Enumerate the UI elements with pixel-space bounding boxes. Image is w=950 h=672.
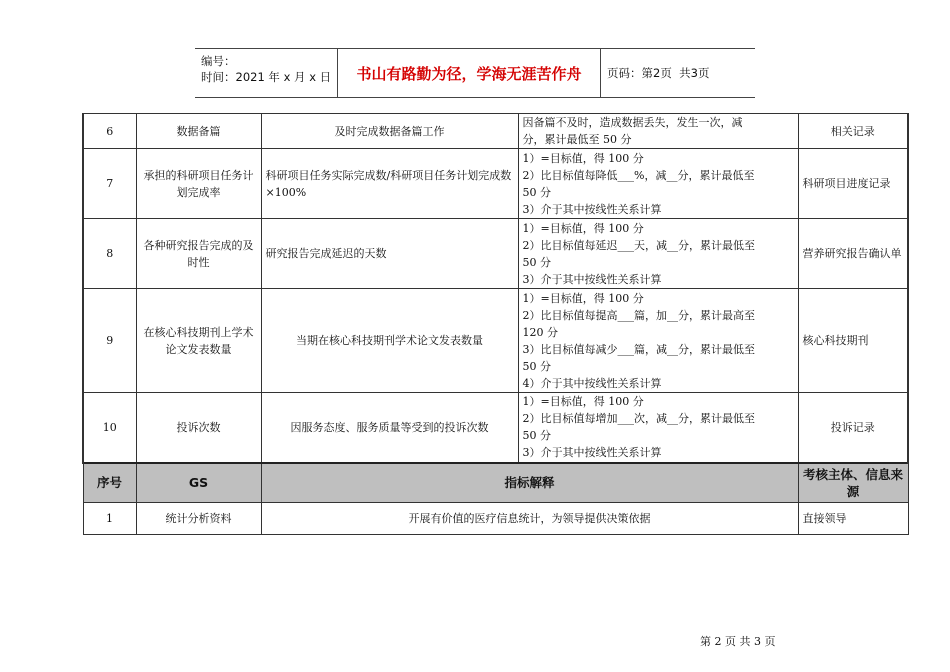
scoring-line: 50 分 (522, 359, 551, 373)
row-number: 6 (83, 114, 136, 149)
row-number: 8 (83, 219, 136, 289)
gs-explain: 开展有价值的医疗信息统计，为领导提供决策依据 (261, 503, 798, 535)
table-row (83, 149, 908, 219)
kpi-name: 承担的科研项目任务计划完成率 (136, 149, 261, 219)
kpi-name: 数据备篇 (136, 114, 261, 149)
row-number: 9 (83, 289, 136, 393)
scoring-line: 因备篇不及时，造成数据丢失，发生一次，减 (522, 116, 743, 129)
kpi-scoring (518, 289, 798, 393)
scoring-line: 3）介于其中按线性关系计算 (522, 202, 662, 216)
table-row (83, 114, 908, 149)
kpi-source: 核心科技期刊 (798, 289, 908, 393)
scoring-line: 1）=目标值，得 100 分 (522, 395, 644, 409)
gs-row-number: 1 (83, 503, 136, 535)
scoring-line: 2）比目标值每提高___篇，加__分，累计最高至 (522, 308, 755, 322)
gs-header-row (83, 463, 908, 503)
scoring-line: 50 分 (522, 185, 551, 199)
kpi-name: 各种研究报告完成的及时性 (136, 219, 261, 289)
doc-number-label: 编号： (201, 54, 236, 68)
kpi-scoring (518, 149, 798, 219)
kpi-definition: 当期在核心科技期刊学术论文发表数量 (261, 289, 518, 393)
header-source: 考核主体、信息来源 (798, 463, 908, 503)
scoring-line: 3）介于其中按线性关系计算 (522, 446, 662, 460)
doc-time: 时间：2021 年 x 月 x 日 (201, 70, 332, 84)
kpi-definition: 研究报告完成延迟的天数 (261, 219, 518, 289)
kpi-scoring (518, 393, 798, 463)
header-page-info: 页码：第2页 共3页 (607, 66, 710, 80)
scoring-line: 50 分 (522, 429, 551, 443)
scoring-line: 120 分 (522, 325, 558, 339)
kpi-scoring (518, 219, 798, 289)
scoring-line: 分，累计最低至 50 分 (522, 133, 632, 146)
scoring-line: 1）=目标值，得 100 分 (522, 151, 644, 165)
kpi-definition: 及时完成数据备篇工作 (261, 114, 518, 149)
scoring-line: 3）比目标值每减少___篇，减__分，累计最低至 (522, 342, 755, 356)
scoring-line: 50 分 (522, 255, 551, 269)
scoring-line: 2）比目标值每增加___次，减__分，累计最低至 (522, 412, 755, 426)
scoring-line: 4）介于其中按线性关系计算 (522, 376, 662, 390)
scoring-line: 2）比目标值每延迟___天，减__分，累计最低至 (522, 238, 755, 252)
table-row (83, 289, 908, 393)
header-no: 序号 (83, 463, 136, 503)
row-number: 7 (83, 149, 136, 219)
scoring-line: 1）=目标值，得 100 分 (522, 221, 644, 235)
header-meta (201, 53, 331, 85)
header-motto: 书山有路勤为径，学海无涯苦作舟 (337, 49, 601, 97)
assessment-table (82, 113, 909, 535)
kpi-source: 投诉记录 (798, 393, 908, 463)
kpi-definition: 因服务态度、服务质量等受到的投诉次数 (261, 393, 518, 463)
gs-name: 统计分析资料 (136, 503, 261, 535)
gs-row (83, 503, 908, 535)
kpi-source: 科研项目进度记录 (798, 149, 908, 219)
page-footer: 第 2 页 共 3 页 (700, 635, 776, 648)
row-number: 10 (83, 393, 136, 463)
kpi-definition: 科研项目任务实际完成数/科研项目任务计划完成数×100% (261, 149, 518, 219)
table-row (83, 219, 908, 289)
table-row (83, 393, 908, 463)
scoring-line: 3）介于其中按线性关系计算 (522, 272, 662, 286)
kpi-name: 投诉次数 (136, 393, 261, 463)
gs-source: 直接领导 (798, 503, 908, 535)
header-gs: GS (136, 463, 261, 503)
page-header (195, 48, 755, 98)
scoring-line: 2）比目标值每降低___%，减__分，累计最低至 (522, 168, 755, 182)
kpi-source: 相关记录 (798, 114, 908, 149)
scoring-line: 1）=目标值，得 100 分 (522, 291, 644, 305)
kpi-name: 在核心科技期刊上学术论文发表数量 (136, 289, 261, 393)
kpi-source: 营养研究报告确认单 (798, 219, 908, 289)
header-explain: 指标解释 (261, 463, 798, 503)
kpi-scoring (518, 114, 798, 149)
